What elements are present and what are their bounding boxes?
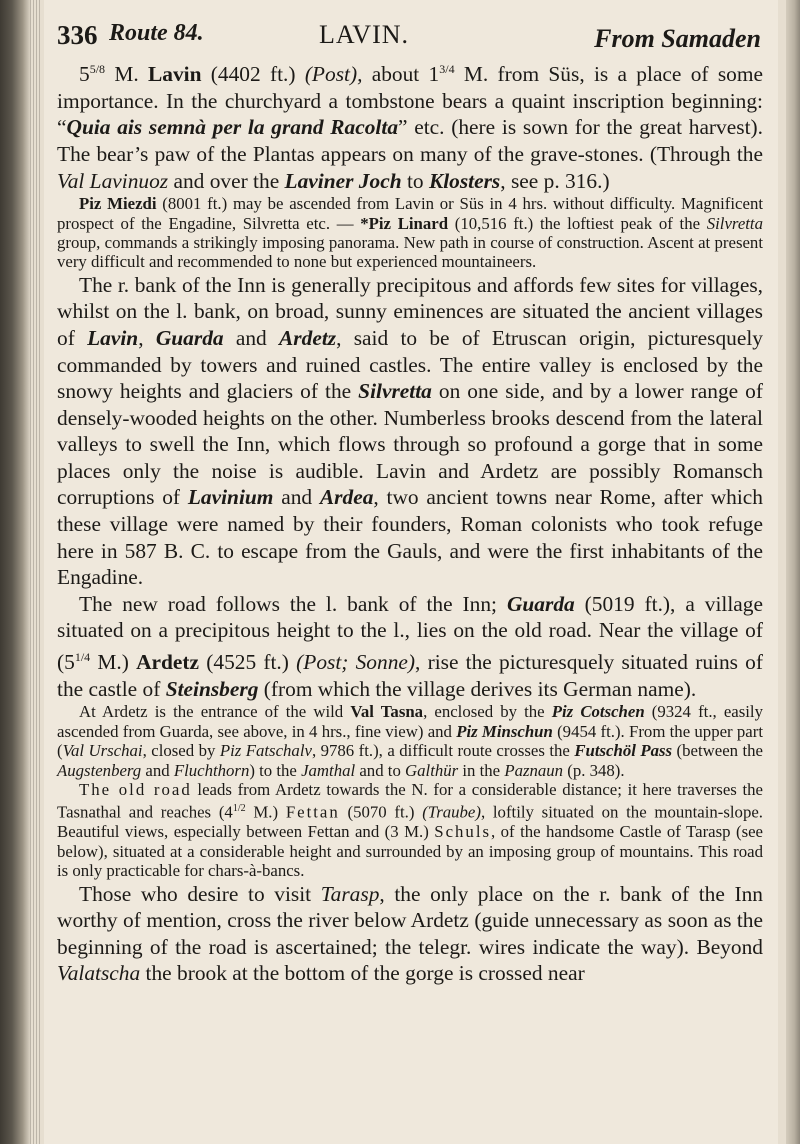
small-print-old-road: The old road leads from Ardetz towards the N. for a considerable distance; it here traverses the Tasnathal and reaches ($4^{1/2}$ M.) Fettan (5070 ft.) (Traube), loftily situated on the mountain-slope. Beautiful views, especially between Fettan and (3 M.) Schuls, of the handsome Castle of Tarasp (see below), situated at a considerable height and surrounded by an imposing group of mountains. This road is only practicable for chars-à-bancs. — [57, 779, 763, 881]
page-title: LAVIN. — [319, 20, 410, 49]
place-name: Lavin — [148, 62, 202, 87]
route-label: Route 84. — [109, 20, 204, 46]
fraction: 1/4 — [74, 650, 91, 665]
from-label: From Samaden — [594, 24, 761, 53]
facing-page-edge — [786, 0, 800, 1144]
paragraph-tarasp: Those who desire to visit Tarasp, the only place on the r. bank of the Inn worthy of mention, cross the river below Ardetz (guide unnecessary as soon as the beginning of the road is ascertained; the telegr. wires indicate the way). Beyond Valatscha the brook at the bottom of the gorge is crossed near — [57, 881, 763, 986]
small-print-val-tasna: At Ardetz is the entrance of the wild Val Tasna, enclosed by the Piz Cotschen (9324 ft., easily ascended from Guarda, see above, in 4 hrs., fine view) and Piz Minschun (9454 ft.). From the upper part (Val Urschai, closed by Piz Fatschalv, 9786 ft.), a difficult route crosses the Futschöl Pass (between the Augstenberg and Fluchthorn) to the Jamthal and to Galthür in the Paznaun (p. 348). — [57, 702, 763, 780]
book-page — [44, 0, 778, 1144]
page-edge-lines — [30, 0, 40, 1144]
paragraph-new-road: The new road follows the l. bank of the Inn; Guarda (5019 ft.), a village situated on a precipitous height to the l., lies on the old road. Near the village of ($5^{1/4}$ M.) Ardetz (4525 ft.) (Post; Sonne), rise the picturesquely situated ruins of the castle of Steinsberg (from which the village derives its German name). — [57, 591, 763, 701]
inscription-quote: Quia ais semnà per la grand Racolta — [66, 115, 399, 140]
book-gutter — [0, 0, 30, 1144]
fraction: 5/8 — [89, 62, 106, 76]
page-content — [57, 14, 763, 987]
running-header — [57, 14, 763, 56]
page-number: 336 — [57, 20, 98, 50]
small-print-excursions: Piz Miezdi (8001 ft.) may be ascended from Lavin or Süs in 4 hrs. without difficulty. Magnificent prospect of the Engadine, Silvretta etc. — *Piz Linard (10,516 ft.) the loftiest peak of the Silvretta group, commands a strikingly imposing panorama. New path in course of construction. Ascent at present very difficult and recommended to none but experienced mountaineers. — [57, 194, 763, 272]
paragraph-lavin: $5^{5/8}$ M. Lavin (4402 ft.) (Post), about $1^{3/4}$ M. from Süs, is a place of some importance. In the churchyard a tombstone bears a quaint inscription beginning: “Quia ais semnà per la grand Racolta” etc. (here is sown for the great harvest). The bear’s paw of the Plantas appears on many of the grave-stones. (Through the Val Lavinuoz and over the Laviner Joch to Klosters, see p. 316.) — [57, 62, 763, 193]
fraction: 1/2 — [232, 803, 246, 815]
paragraph-valley: The r. bank of the Inn is generally precipitous and affords few sites for villages, whilst on the l. bank, on broad, sunny eminences are situated the ancient villages of Lavin, Guarda and Ardetz, said to be of Etruscan origin, picturesquely commanded by towers and ruined castles. The entire valley is enclosed by the snowy heights and glaciers of the Silvretta on one side, and by a lower range of densely-wooded heights on the other. Numberless brooks descend from the lateral valleys to swell the Inn, which flows through so profound a gorge that in some places only the noise is audible. Lavin and Ardetz are possibly Romansch corruptions of Lavinium and Ardea, two ancient towns near Rome, after which these village were named by their founders, Roman colonists who took refuge here in 587 B. C. to escape from the Gauls, and were the first inhabitants of the Engadine. — [57, 272, 763, 590]
fraction: 3/4 — [439, 62, 455, 76]
